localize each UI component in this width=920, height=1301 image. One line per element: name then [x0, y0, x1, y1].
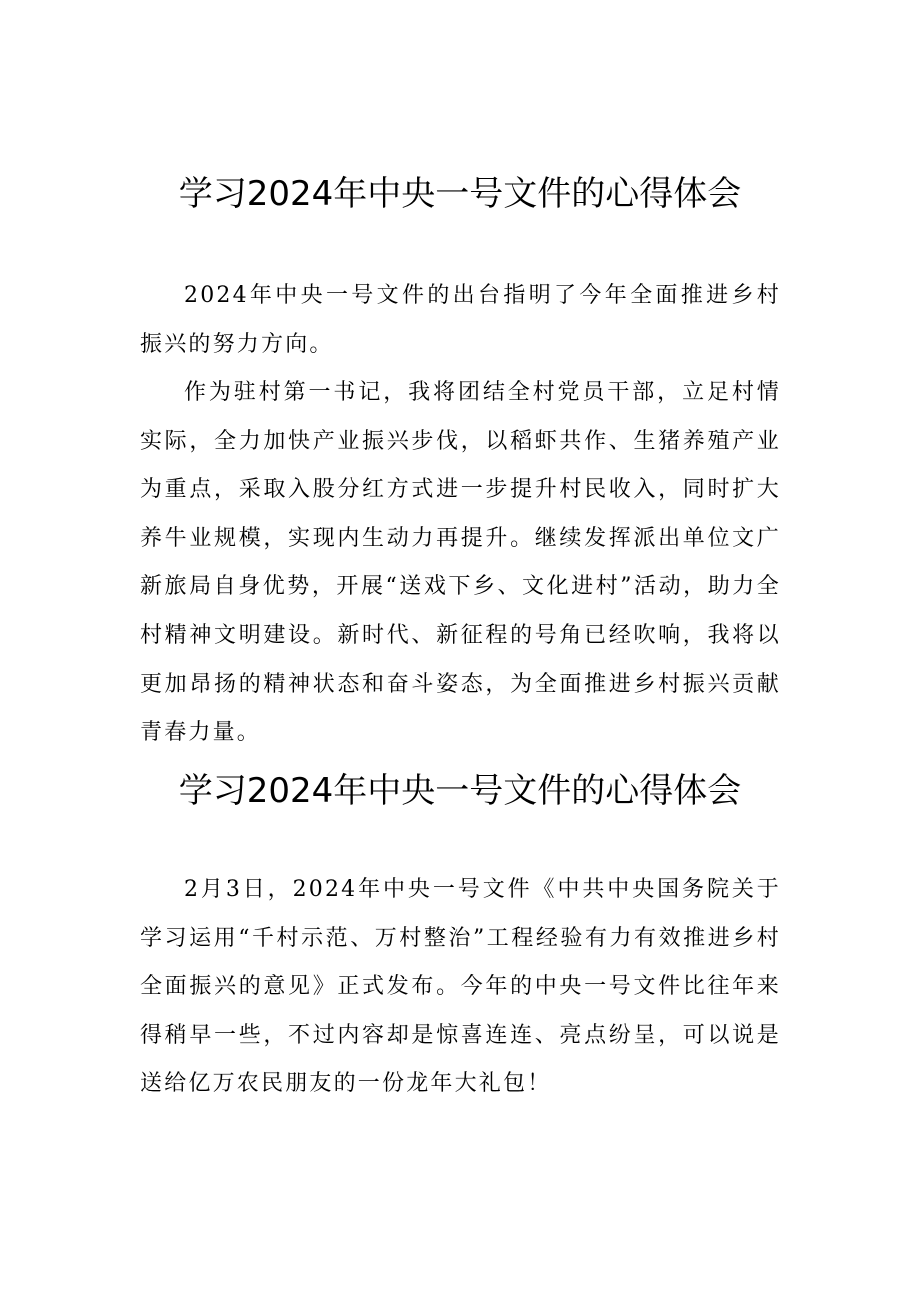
section-2-paragraph-1: 2月3日，2024年中央一号文件《中共中央国务院关于学习运用“千村示范、万村整治”工程经验有力有效推进乡村全面振兴的意见》正式发布。今年的中央一号文件比往年来得稍早一些，不过内容却是惊喜连连、亮点纷呈，可以说是送给亿万农民朋友的一份龙年大礼包！ — [140, 877, 781, 1097]
section-1-paragraph-2: 作为驻村第一书记，我将团结全村党员干部，立足村情实际，全力加快产业振兴步伐，以稻虾共作、生猪养殖产业为重点，采取入股分红方式进一步提升村民收入，同时扩大养牛业规模，实现内生动力再提升。继续发挥派出单位文广新旅局自身优势，开展“送戏下乡、文化进村”活动，助力全村精神文明建设。新时代、新征程的号角已经吹响，我将以更加昂扬的精神状态和奋斗姿态，为全面推进乡村振兴贡献青春力量。 — [140, 380, 781, 746]
section-1-title: 学习2024年中央一号文件的心得体会 — [178, 174, 742, 214]
section-2-title: 学习2024年中央一号文件的心得体会 — [178, 771, 742, 811]
section-1-paragraph-1: 2024年中央一号文件的出台指明了今年全面推进乡村振兴的努力方向。 — [140, 283, 781, 357]
